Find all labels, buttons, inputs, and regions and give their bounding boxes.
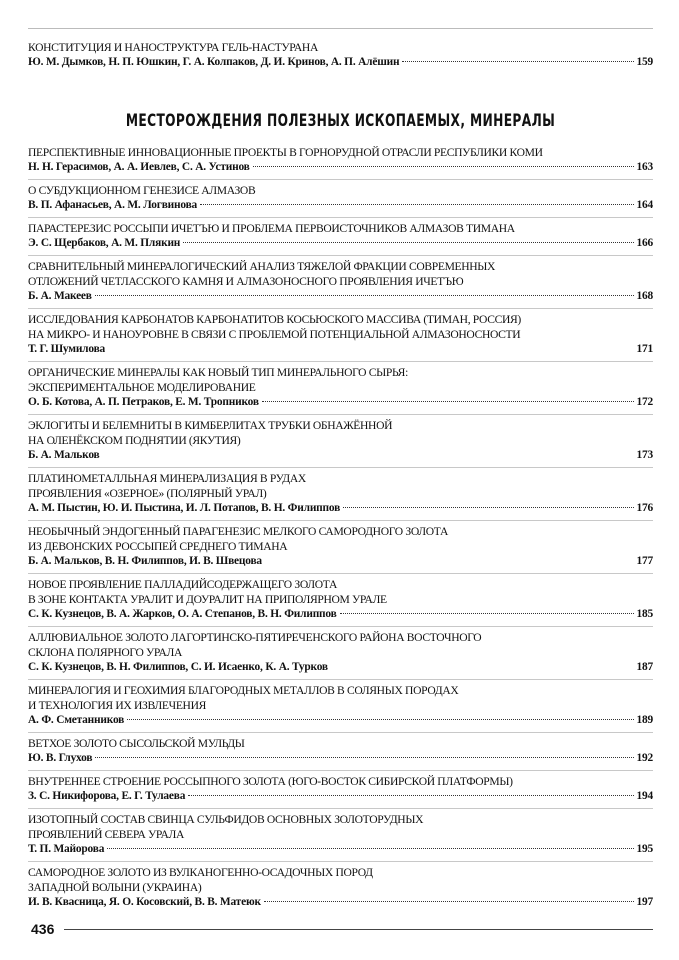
entry-title-line: ЭКСПЕРИМЕНТАЛЬНОЕ МОДЕЛИРОВАНИЕ xyxy=(28,381,256,394)
entry-title-line: ЭКЛОГИТЫ И БЕЛЕМНИТЫ В КИМБЕРЛИТАХ ТРУБКИ ОБНАЖЁННОЙ xyxy=(28,419,393,432)
dot-leader xyxy=(200,204,633,205)
entry-title-line: НА МИКРО- И НАНОУРОВНЕ В СВЯЗИ С ПРОБЛЕМОЙ ПОТЕНЦИАЛЬНОЙ АЛМАЗОНОСНОСТИ xyxy=(28,328,521,341)
entry-authors: А. Ф. Сметанников xyxy=(28,714,125,726)
dot-leader xyxy=(127,719,633,720)
entry-authors-line xyxy=(28,842,653,857)
toc-entry[interactable] xyxy=(28,361,653,414)
dot-leader xyxy=(343,507,633,508)
entry-title-line: СРАВНИТЕЛЬНЫЙ МИНЕРАЛОГИЧЕСКИЙ АНАЛИЗ ТЯЖЕЛОЙ ФРАКЦИИ СОВРЕМЕННЫХ xyxy=(28,260,496,273)
entry-title-line: ВНУТРЕННЕЕ СТРОЕНИЕ РОССЫПНОГО ЗОЛОТА (ЮГО-ВОСТОК СИБИРСКОЙ ПЛАТФОРМЫ) xyxy=(28,775,513,788)
entry-authors-line xyxy=(28,198,653,213)
entry-title-line: ИЗОТОПНЫЙ СОСТАВ СВИНЦА СУЛЬФИДОВ ОСНОВНЫХ ЗОЛОТОРУДНЫХ xyxy=(28,813,424,826)
entry-title-line: САМОРОДНОЕ ЗОЛОТО ИЗ ВУЛКАНОГЕННО-ОСАДОЧНЫХ ПОРОД xyxy=(28,866,373,879)
top-divider xyxy=(28,28,653,29)
entry-page-number: 177 xyxy=(636,555,653,567)
entry-title-line: ИССЛЕДОВАНИЯ КАРБОНАТОВ КАРБОНАТИТОВ КОСЬЮСКОГО МАССИВА (ТИМАН, РОССИЯ) xyxy=(28,313,521,326)
entry-authors-line xyxy=(28,289,653,304)
entry-authors-line xyxy=(28,660,653,675)
entry-title-line: ПРОЯВЛЕНИЯ «ОЗЕРНОЕ» (ПОЛЯРНЫЙ УРАЛ) xyxy=(28,487,267,500)
entry-page-number: 163 xyxy=(636,161,653,173)
entry-page-number: 168 xyxy=(636,290,653,302)
entry-authors: О. Б. Котова, А. П. Петраков, Е. М. Тропников xyxy=(28,396,259,408)
toc-entry[interactable] xyxy=(28,142,653,179)
entry-title-line: ОТЛОЖЕНИЙ ЧЕТЛАССКОГО КАМНЯ И АЛМАЗОНОСНОГО ПРОЯВЛЕНИЯ ИЧЕТЪЮ xyxy=(28,275,464,288)
entry-authors: Т. П. Майорова xyxy=(28,843,105,855)
page-footer xyxy=(31,921,653,937)
toc-entry[interactable] xyxy=(28,179,653,217)
entry-page-number: 194 xyxy=(636,790,653,802)
dot-leader xyxy=(183,242,633,243)
dot-leader xyxy=(95,757,633,758)
toc-entry[interactable] xyxy=(28,414,653,467)
dot-leader xyxy=(253,166,634,167)
entry-title-line: СКЛОНА ПОЛЯРНОГО УРАЛА xyxy=(28,646,183,659)
entry-title-line: ПАРАСТЕРЕЗИС РОССЫПИ ИЧЕТЪЮ И ПРОБЛЕМА ПЕРВОИСТОЧНИКОВ АЛМАЗОВ ТИМАНА xyxy=(28,222,515,235)
toc-entry[interactable] xyxy=(28,573,653,626)
entry-authors-line xyxy=(28,789,653,804)
dot-leader xyxy=(264,901,634,902)
entry-authors: В. П. Афанасьев, А. М. Логвинова xyxy=(28,199,198,211)
entry-authors-line xyxy=(28,55,653,70)
entry-page-number: 171 xyxy=(636,343,653,355)
toc-entry[interactable] xyxy=(28,861,653,914)
dot-leader xyxy=(262,401,634,402)
entry-authors-line xyxy=(28,751,653,766)
toc-entry-first xyxy=(28,37,653,74)
entry-title-line: ЗАПАДНОЙ ВОЛЫНИ (УКРАИНА) xyxy=(28,881,202,894)
entry-authors-line xyxy=(28,713,653,728)
toc-entry-list xyxy=(28,142,653,914)
entry-title-line: НОВОЕ ПРОЯВЛЕНИЕ ПАЛЛАДИЙСОДЕРЖАЩЕГО ЗОЛОТА xyxy=(28,578,337,591)
entry-authors: Б. А. Макеев xyxy=(28,290,92,302)
entry-title-line: О СУБДУКЦИОННОМ ГЕНЕЗИСЕ АЛМАЗОВ xyxy=(28,184,256,197)
dot-leader xyxy=(188,795,633,796)
dot-leader xyxy=(107,848,633,849)
entry-page-number: 197 xyxy=(636,896,653,908)
entry-authors: Т. Г. Шумилова xyxy=(28,343,106,355)
entry-title-line: ПЕРСПЕКТИВНЫЕ ИННОВАЦИОННЫЕ ПРОЕКТЫ В ГОРНОРУДНОЙ ОТРАСЛИ РЕСПУБЛИКИ КОМИ xyxy=(28,146,543,159)
entry-authors: Э. С. Щербаков, А. М. Плякин xyxy=(28,237,181,249)
entry-title-line: ВЕТХОЕ ЗОЛОТО СЫСОЛЬСКОЙ МУЛЬДЫ xyxy=(28,737,245,750)
dot-leader xyxy=(402,61,633,62)
entry-title-line: ОРГАНИЧЕСКИЕ МИНЕРАЛЫ КАК НОВЫЙ ТИП МИНЕРАЛЬНОГО СЫРЬЯ: xyxy=(28,366,408,379)
entry-title-line: АЛЛЮВИАЛЬНОЕ ЗОЛОТО ЛАГОРТИНСКО-ПЯТИРЕЧЕНСКОГО РАЙОНА ВОСТОЧНОГО xyxy=(28,631,482,644)
entry-page-number: 192 xyxy=(636,752,653,764)
entry-authors: И. В. Квасница, Я. О. Косовский, В. В. Матеюк xyxy=(28,896,261,908)
entry-page-number: 173 xyxy=(636,449,653,461)
entry-page-number: 189 xyxy=(636,714,653,726)
entry-authors-line xyxy=(28,160,653,175)
entry-title-line: ПЛАТИНОМЕТАЛЛЬНАЯ МИНЕРАЛИЗАЦИЯ В РУДАХ xyxy=(28,472,306,485)
entry-title-line: В ЗОНЕ КОНТАКТА УРАЛИТ И ДОУРАЛИТ НА ПРИПОЛЯРНОМ УРАЛЕ xyxy=(28,593,387,606)
entry-authors: Ю. В. Глухов xyxy=(28,752,93,764)
entry-authors: Б. А. Мальков xyxy=(28,449,100,461)
toc-entry[interactable] xyxy=(28,308,653,361)
entry-title-line: МИНЕРАЛОГИЯ И ГЕОХИМИЯ БЛАГОРОДНЫХ МЕТАЛЛОВ В СОЛЯНЫХ ПОРОДАХ xyxy=(28,684,459,697)
entry-title-line: НЕОБЫЧНЫЙ ЭНДОГЕННЫЙ ПАРАГЕНЕЗИС МЕЛКОГО САМОРОДНОГО ЗОЛОТА xyxy=(28,525,448,538)
entry-authors-line xyxy=(28,895,653,910)
entry-title-line: КОНСТИТУЦИЯ И НАНОСТРУКТУРА ГЕЛЬ-НАСТУРАНА xyxy=(28,41,318,54)
toc-entry[interactable] xyxy=(28,732,653,770)
entry-authors: Б. А. Мальков, В. Н. Филиппов, И. В. Швецова xyxy=(28,555,262,567)
entry-page-number: 164 xyxy=(636,199,653,211)
entry-page-number: 185 xyxy=(636,608,653,620)
entry-authors: А. М. Пыстин, Ю. И. Пыстина, И. Л. Потапов, В. Н. Филиппов xyxy=(28,502,341,514)
footer-rule xyxy=(64,929,653,930)
page-number: 436 xyxy=(31,921,55,937)
entry-title-line: ПРОЯВЛЕНИЙ СЕВЕРА УРАЛА xyxy=(28,828,185,841)
entry-authors-line xyxy=(28,342,653,357)
toc-entry[interactable] xyxy=(28,770,653,808)
table-of-contents xyxy=(28,28,653,914)
toc-entry[interactable] xyxy=(28,679,653,732)
entry-authors-line xyxy=(28,395,653,410)
entry-title-line: ИЗ ДЕВОНСКИХ РОССЫПЕЙ СРЕДНЕГО ТИМАНА xyxy=(28,540,288,553)
toc-entry[interactable] xyxy=(28,37,653,74)
entry-page-number: 172 xyxy=(636,396,653,408)
entry-authors: С. К. Кузнецов, В. А. Жарков, О. А. Степанов, В. Н. Филиппов xyxy=(28,608,337,620)
toc-entry[interactable] xyxy=(28,467,653,520)
entry-title-line: И ТЕХНОЛОГИЯ ИХ ИЗВЛЕЧЕНИЯ xyxy=(28,699,206,712)
entry-authors-line xyxy=(28,448,653,463)
entry-authors: Н. Н. Герасимов, А. А. Иевлев, С. А. Устинов xyxy=(28,161,250,173)
toc-entry[interactable] xyxy=(28,520,653,573)
toc-entry[interactable] xyxy=(28,626,653,679)
entry-authors: С. К. Кузнецов, В. Н. Филиппов, С. И. Исаенко, К. А. Турков xyxy=(28,661,328,673)
entry-authors-line xyxy=(28,554,653,569)
entry-authors-line xyxy=(28,501,653,516)
entry-page-number: 187 xyxy=(636,661,653,673)
entry-page-number: 159 xyxy=(636,56,653,68)
entry-title-line: НА ОЛЕНЁКСКОМ ПОДНЯТИИ (ЯКУТИЯ) xyxy=(28,434,241,447)
entry-authors: Ю. М. Дымков, Н. П. Юшкин, Г. А. Колпаков, Д. И. Кринов, А. П. Алёшин xyxy=(28,56,400,68)
entry-authors: З. С. Никифорова, Е. Г. Тулаева xyxy=(28,790,186,802)
entry-authors-line xyxy=(28,607,653,622)
entry-page-number: 176 xyxy=(636,502,653,514)
entry-page-number: 195 xyxy=(636,843,653,855)
toc-entry[interactable] xyxy=(28,808,653,861)
section-title: МЕСТОРОЖДЕНИЯ ПОЛЕЗНЫХ ИСКОПАЕМЫХ, МИНЕРАЛЫ xyxy=(125,111,556,131)
dot-leader xyxy=(95,295,634,296)
toc-entry[interactable] xyxy=(28,217,653,255)
entry-page-number: 166 xyxy=(636,237,653,249)
dot-leader xyxy=(340,613,634,614)
entry-authors-line xyxy=(28,236,653,251)
toc-entry[interactable] xyxy=(28,255,653,308)
